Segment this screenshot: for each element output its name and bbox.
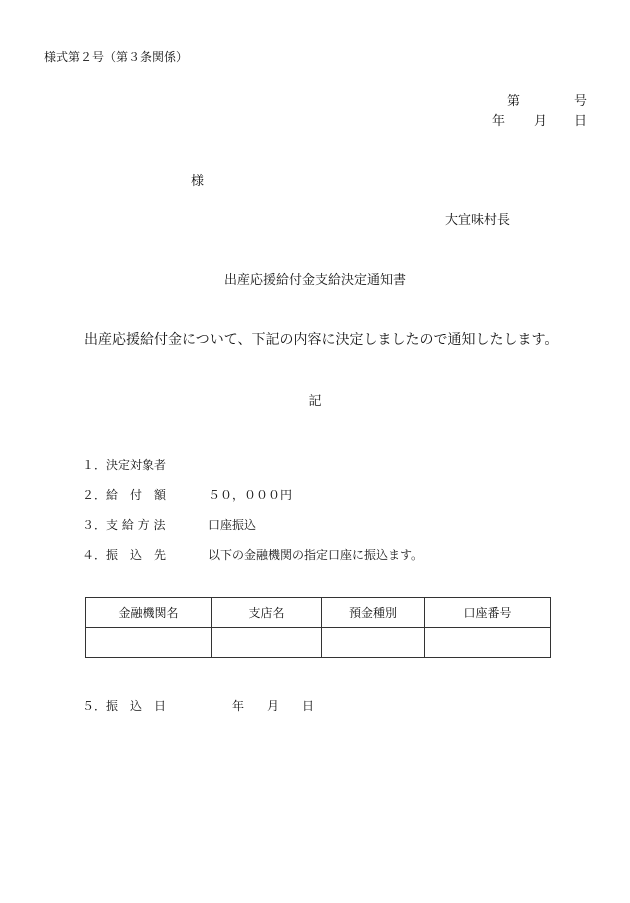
cell-account-number[interactable]: [425, 628, 551, 658]
issue-date-year: 年: [492, 114, 506, 129]
bank-account-table: [85, 597, 551, 658]
recipient-honorific: 様: [191, 174, 205, 189]
body-text: 出産応援給付金について、下記の内容に決定しましたので通知したします。: [84, 332, 559, 348]
cell-branch-name[interactable]: [212, 628, 322, 658]
issuer-name: 大宜味村長: [445, 213, 511, 228]
document-number-prefix: 第: [507, 94, 521, 109]
item-label-payment-method: ３．支 給 方 法: [82, 518, 166, 532]
header-account-number: 口座番号: [425, 598, 551, 628]
header-account-type: 預金種別: [322, 598, 425, 628]
ki-heading: 記: [308, 394, 322, 409]
transfer-date-label: ５．振 込 日: [82, 699, 167, 713]
bank-table-header-row: [86, 598, 551, 628]
item-value-amount: ５０，０００円: [208, 488, 293, 502]
item-label-target: １．決定対象者: [82, 458, 167, 472]
cell-account-type[interactable]: [322, 628, 425, 658]
document-number-suffix: 号: [574, 94, 588, 109]
header-branch-name: 支店名: [212, 598, 322, 628]
issue-date-day: 日: [574, 114, 588, 129]
table-row: [86, 628, 551, 658]
item-label-transfer-destination: ４．振 込 先: [82, 548, 167, 562]
document-title: 出産応援給付金支給決定通知書: [223, 273, 406, 288]
item-label-amount: ２．給 付 額: [82, 488, 167, 502]
issue-date-month: 月: [534, 114, 548, 129]
transfer-date-day: 日: [302, 699, 315, 713]
item-value-transfer-destination: 以下の金融機関の指定口座に振込ます。: [208, 548, 424, 562]
item-value-payment-method: 口座振込: [208, 518, 257, 532]
transfer-date-month: 月: [267, 699, 280, 713]
form-number: 様式第２号（第３条関係）: [44, 50, 189, 64]
transfer-date-year: 年: [232, 699, 245, 713]
cell-bank-name[interactable]: [86, 628, 212, 658]
header-bank-name: 金融機関名: [86, 598, 212, 628]
